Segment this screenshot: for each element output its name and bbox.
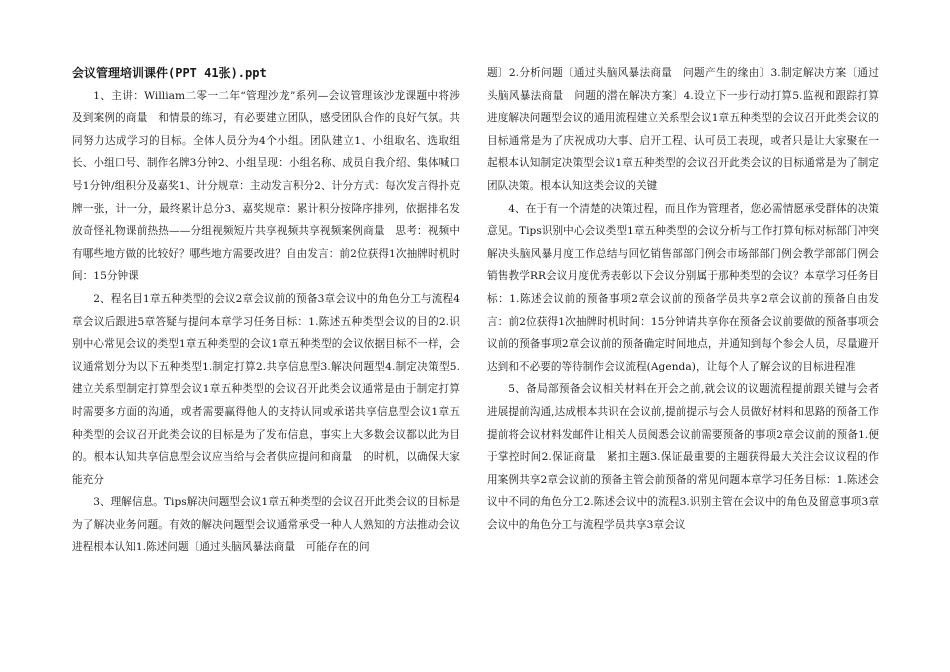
paragraph-3-continued: 题〕2.分析问题〔通过头脑风暴法商量 问题产生的缘由〕3.制定解决方案〔通过头脑风暴法商量 问题的潜在解决方案〕4.设立下一步行动打算5.监视和跟踪打算进度解决问题型会议的通用流程建立关系型会议1章五种类型的会议召开此类会议的目标通常是为了庆祝成功大事、启开工程、认可员工表现，或者只是让大家聚在一起根本认知制定决策型会议1章五种类型的会议召开此类会议的目标通常是为了制定团队决策。根本认知这类会议的关键 xyxy=(487,67,879,192)
paragraph-3: 3、理解信息。Tips解决问题型会议1章五种类型的会议召开此类会议的目标是为了解决业务问题。有效的解决问题型会议通常承受一种人人熟知的方法推动会议进程根本认知1.陈述问题〔通过头脑风暴法商量 可能存在的问 xyxy=(72,496,460,554)
right-column xyxy=(487,62,879,622)
paragraph-5: 5、备局部预备会议相关材料在开会之前,就会议的议题流程提前跟关键与会者进展提前沟通,达成根本共识在会议前,提前提示与会人员做好材料和思路的预备工作提前将会议材料发邮件让相关人员阅悉会议前需要预备的事项2章会议前的预备1.便于掌控时间2.保证商量 紧扣主题3.保证最重要的主题获得最大关注会议议程的作用案例共享2章会议前的预备主管会前预备的常见问题本章学习任务目标：1.陈述会议中不同的角色分工2.陈述会议中的流程3.识别主管在会议中的角色及留意事项3章会议中的角色分工与流程学员共享3章会议 xyxy=(487,383,879,531)
document-title: 会议管理培训课件(PPT 41张).ppt xyxy=(72,66,267,80)
paragraph-1: 1、主讲：William二零一二年“管理沙龙”系列—会议管理该沙龙课题中将涉及到案例的商量 和情景的练习，有必要建立团队，感受团队合作的良好气氛。共同努力达成学习的目标。全体人员分为4个小组。团队建立1、小组取名、选取组长、小组口号、制作名牌3分钟2、小组呈现：小组名称、成员自我介绍、集体喊口号1分钟/组积分及嘉奖1、计分规章：主动发言积分2、计分方式：每次发言得扑克牌一张，计一分，最终累计总分3、嘉奖规章：累计积分按降序排列，依据排名发放奇怪礼物课前热热——分组视频短片共享视频共享视频案例商量 思考：视频中有哪些地方做的比较好？哪些地方需要改进？自由发言：前2位获得1次抽牌时机时间：15分钟课 xyxy=(72,89,460,283)
paragraph-4: 4、在于有一个清楚的决策过程，而且作为管理者，您必需情愿承受群体的决策意见。Tips识别中心会议类型1章五种类型的会议分析与工作打算旬标对标部门冲突解决头脑风暴月度工作总结与回忆销售部部门例会市场部部门例会教学部部门例会销售教学RR会议月度优秀表彰以下会议分别属于那种类型的会议？本章学习任务目标：1.陈述会议前的预备事项2章会议前的预备学员共享2章会议前的预备自由发言：前2位获得1次抽牌时机时间：15分钟请共享你在预备会议前要做的预备事项会议前的预备事项2章会议前的预备确定时间地点，并通知到每个参会人员，尽量避开达到和不必要的等待制作会议流程(Agenda)，让每个人了解会议的目标进程准 xyxy=(487,202,879,373)
paragraph-2: 2、程名目1章五种类型的会议2章会议前的预备3章会议中的角色分工与流程4章会议后跟进5章答疑与提问本章学习任务目标：1.陈述五种类型会议的目的2.识别中心常见会议的类型1章五种类型的会议1章五种类型的会议依据目标不一样，会议通常划分为以下五种类型1.制定打算2.共享信息型3.解决问题型4.制定决策型5.建立关系型制定打算型会议1章五种类型的会议召开此类会议通常是由于制定打算时需要多方面的沟通，或者需要赢得他人的支持认同或承诺共享信息型会议1章五种类型的会议召开此类会议的目标是为了发布信息，事实上大多数会议都以此为目的。根本认知共享信息型会议应当给与会者供应提问和商量 的时机，以确保大家能充分 xyxy=(72,292,460,486)
left-column xyxy=(72,62,460,622)
